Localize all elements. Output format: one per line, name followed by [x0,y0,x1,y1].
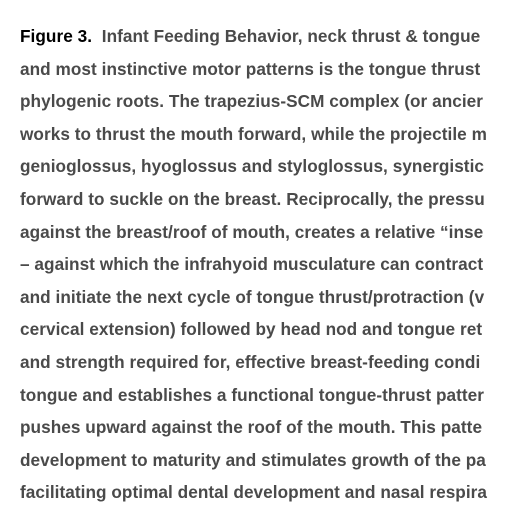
caption-line: and initiate the next cycle of tongue thrust/protraction (v [20,286,485,307]
caption-line: phylogenic roots. The trapezius-SCM complex (or ancier [20,91,484,112]
caption-line: – against which the infrahyoid musculature can contract [20,254,484,275]
caption-line: development to maturity and stimulates growth of the pa [20,449,486,470]
figure-caption [20,20,520,509]
caption-line: works to thrust the mouth forward, while the projectile m [20,123,487,144]
caption-line: pushes upward against the roof of the mouth. This patte [20,417,483,438]
caption-line-1 [20,20,520,53]
caption-title-text: Infant Feeding Behavior, neck thrust & tongue [101,26,481,46]
figure-label-punctuation: . [87,26,93,46]
caption-line: tongue and establishes a functional tongue-thrust patter [20,384,485,405]
caption-line: facilitating optimal dental development and nasal respira [20,482,488,503]
caption-line: and strength required for, effective breast-feeding condi [20,351,481,372]
caption-line: against the breast/roof of mouth, creates a relative “inse [20,221,484,242]
figure-label: Figure 3 [20,26,88,46]
caption-line: and most instinctive motor patterns is the tongue thrust [20,58,481,79]
caption-line: forward to suckle on the breast. Reciprocally, the pressu [20,188,485,209]
caption-line: cervical extension) followed by head nod and tongue ret [20,319,483,340]
caption-line: genioglossus, hyoglossus and styloglossus, synergistic [20,156,485,177]
